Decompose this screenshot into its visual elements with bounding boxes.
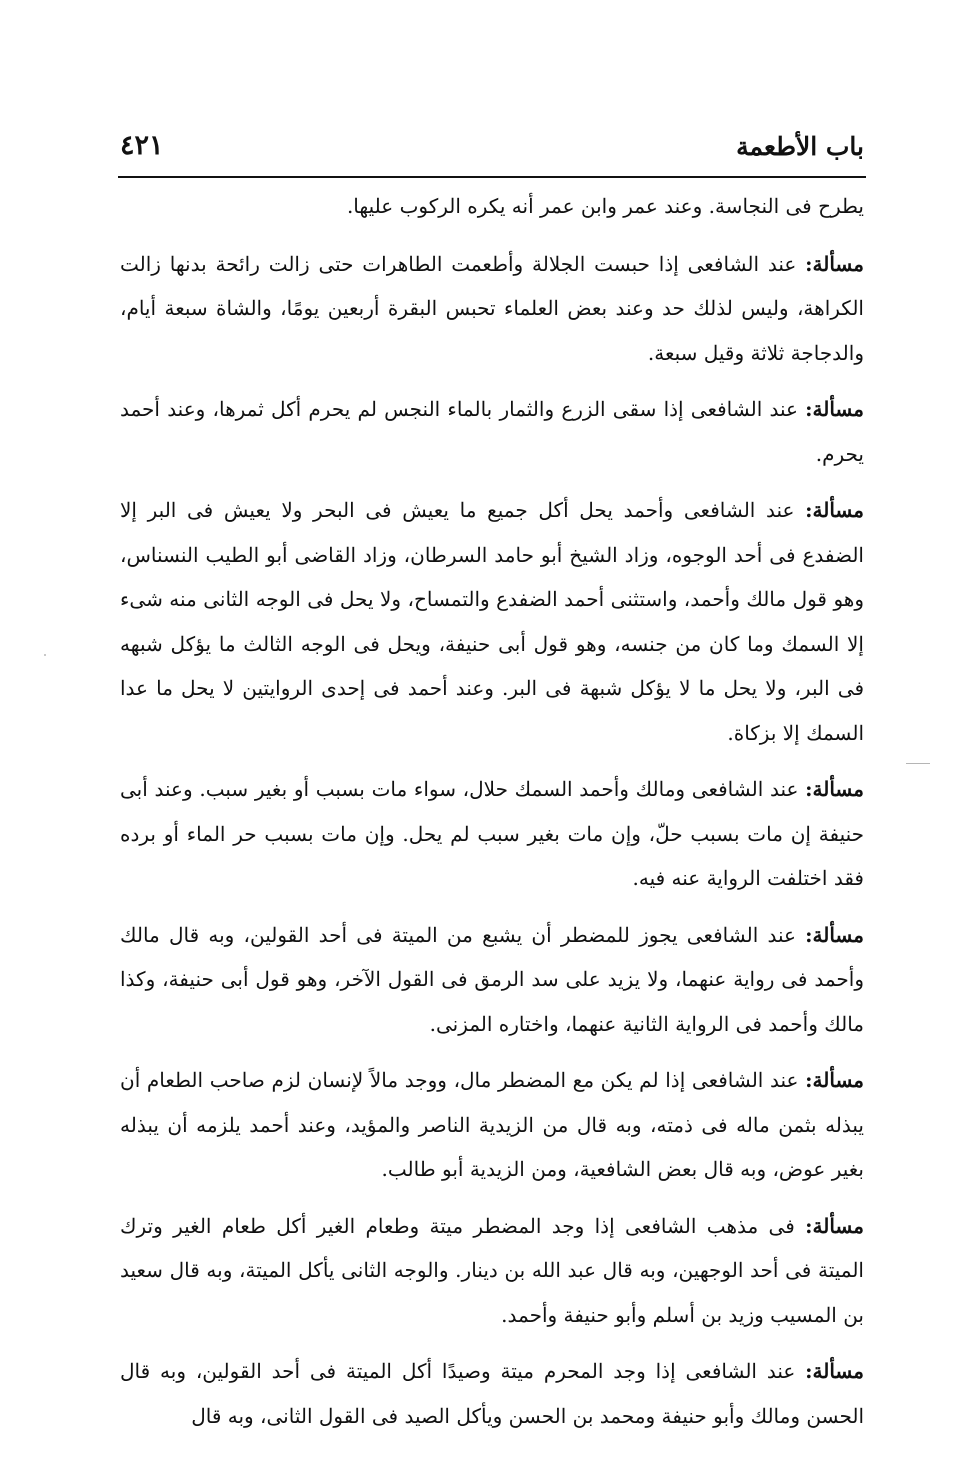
- paragraph-label: مسألة:: [805, 498, 864, 522]
- paragraph-text: عند الشافعى إذا سقى الزرع والثمار بالماء النجس لم يحرم أكل ثمرها، وعند أحمد يحرم.: [120, 397, 864, 466]
- paragraph-text: عند الشافعى إذا لم يكن مع المضطر مال، ووجد مالاً لإنسان لزم صاحب الطعام أن يبذله بثمن ماله فى ذمته، وبه قال من الزيدية الناصر والمؤيد، وعند أحمد يلزمه أن يبذله بغير عوض، وبه قال بعض الشافعية، ومن الزيدية أبو طالب.: [120, 1068, 864, 1181]
- paragraph-text: عند الشافعى وأحمد يحل أكل جميع ما يعيش فى البحر ولا يعيش فى البر إلا الضفدع فى أحد الوجوه، وزاد الشيخ أبو حامد السرطان، وزاد القاضى أبو الطيب النسناس، وهو قول مالك وأحمد، واستثنى أحمد الضفدع والتمساح، ولا يحل فى الوجه الثانى منه شىء إلا السمك وما كان من جنسه، وهو قول أبى حنيفة، ويحل فى الوجه الثالث ما يؤكل شبهه فى البر، ولا يحل ما لا يؤكل شبهة فى البر. وعند أحمد فى إحدى الروايتين لا يحل ما عدا السمك إلا بزكاة.: [120, 498, 864, 745]
- paragraph-text: عند الشافعى يجوز للمضطر أن يشبع من الميتة فى أحد القولين، وبه قال مالك وأحمد فى رواية عنهما، ولا يزيد على سد الرمق فى القول الآخر، وهو قول أبى حنيفة، وكذا مالك وأحمد فى الرواية الثانية عنهما، واختاره المزنى.: [120, 922, 864, 1036]
- paragraph-label: مسألة:: [805, 777, 864, 801]
- paragraph-text: عند الشافعى إذا وجد المحرم ميتة وصيدًا أكل الميتة فى أحد القولين، وبه قال الحسن ومالك وأبو حنيفة ومحمد بن الحسن ويأكل الصيد فى القول الثانى، وبه قال: [120, 1359, 864, 1428]
- scan-margin-mark: [906, 763, 930, 764]
- paragraph: [120, 1349, 864, 1438]
- paragraph: [120, 242, 864, 376]
- paragraph: [120, 1058, 864, 1192]
- paragraph-label: مسألة:: [805, 1068, 865, 1092]
- page-number: ٤٢١: [120, 130, 164, 161]
- paragraph-text: عند الشافعى ومالك وأحمد السمك حلال، سواء مات بسبب أو بغير سبب. وعند أبى حنيفة إن مات بسبب حلّ، وإن مات بغير سبب لم يحل. وإن مات بسبب حر الماء أو برده فقد اختلفت الرواية عنه فيه.: [120, 777, 865, 890]
- paragraph-text: فى مذهب الشافعى إذا وجد المضطر ميتة وطعام الغير أكل طعام الغير وترك الميتة فى أحد الوجهين، وبه قال عبد الله بن دينار. والوجه الثانى يأكل الميتة، وبه قال سعيد بن المسيب وزيد بن أسلم وأبو حنيفة وأحمد.: [120, 1213, 864, 1327]
- header-divider: [118, 176, 866, 178]
- paragraph: [120, 387, 864, 476]
- body-text: [120, 184, 864, 1450]
- paragraph: [120, 913, 864, 1047]
- paragraph: [120, 767, 864, 901]
- chapter-title: باب الأطعمة: [736, 132, 864, 161]
- scan-speck: [44, 654, 46, 656]
- page-header: [118, 128, 864, 174]
- paragraph-label: مسألة:: [805, 397, 864, 421]
- paragraph-label: مسألة:: [805, 922, 864, 947]
- paragraph-label: مسألة:: [805, 251, 864, 276]
- paragraph-text: يطرح فى النجاسة. وعند عمر وابن عمر أنه يكره الركوب عليها.: [346, 194, 864, 218]
- paragraph-text: عند الشافعى إذا حبست الجلالة وأطعمت الطاهرات حتى زالت رائحة بدنها زالت الكراهة، وليس لذلك حد وعند بعض العلماء تحبس البقرة أربعين يومًا، والشاة سبعة أيام، والدجاجة ثلاثة وقيل سبعة.: [120, 251, 864, 365]
- paragraph: [120, 184, 864, 229]
- paragraph: [120, 488, 864, 755]
- paragraph-label: مسألة:: [805, 1359, 864, 1383]
- paragraph: [120, 1204, 864, 1338]
- paragraph-label: مسألة:: [805, 1213, 864, 1238]
